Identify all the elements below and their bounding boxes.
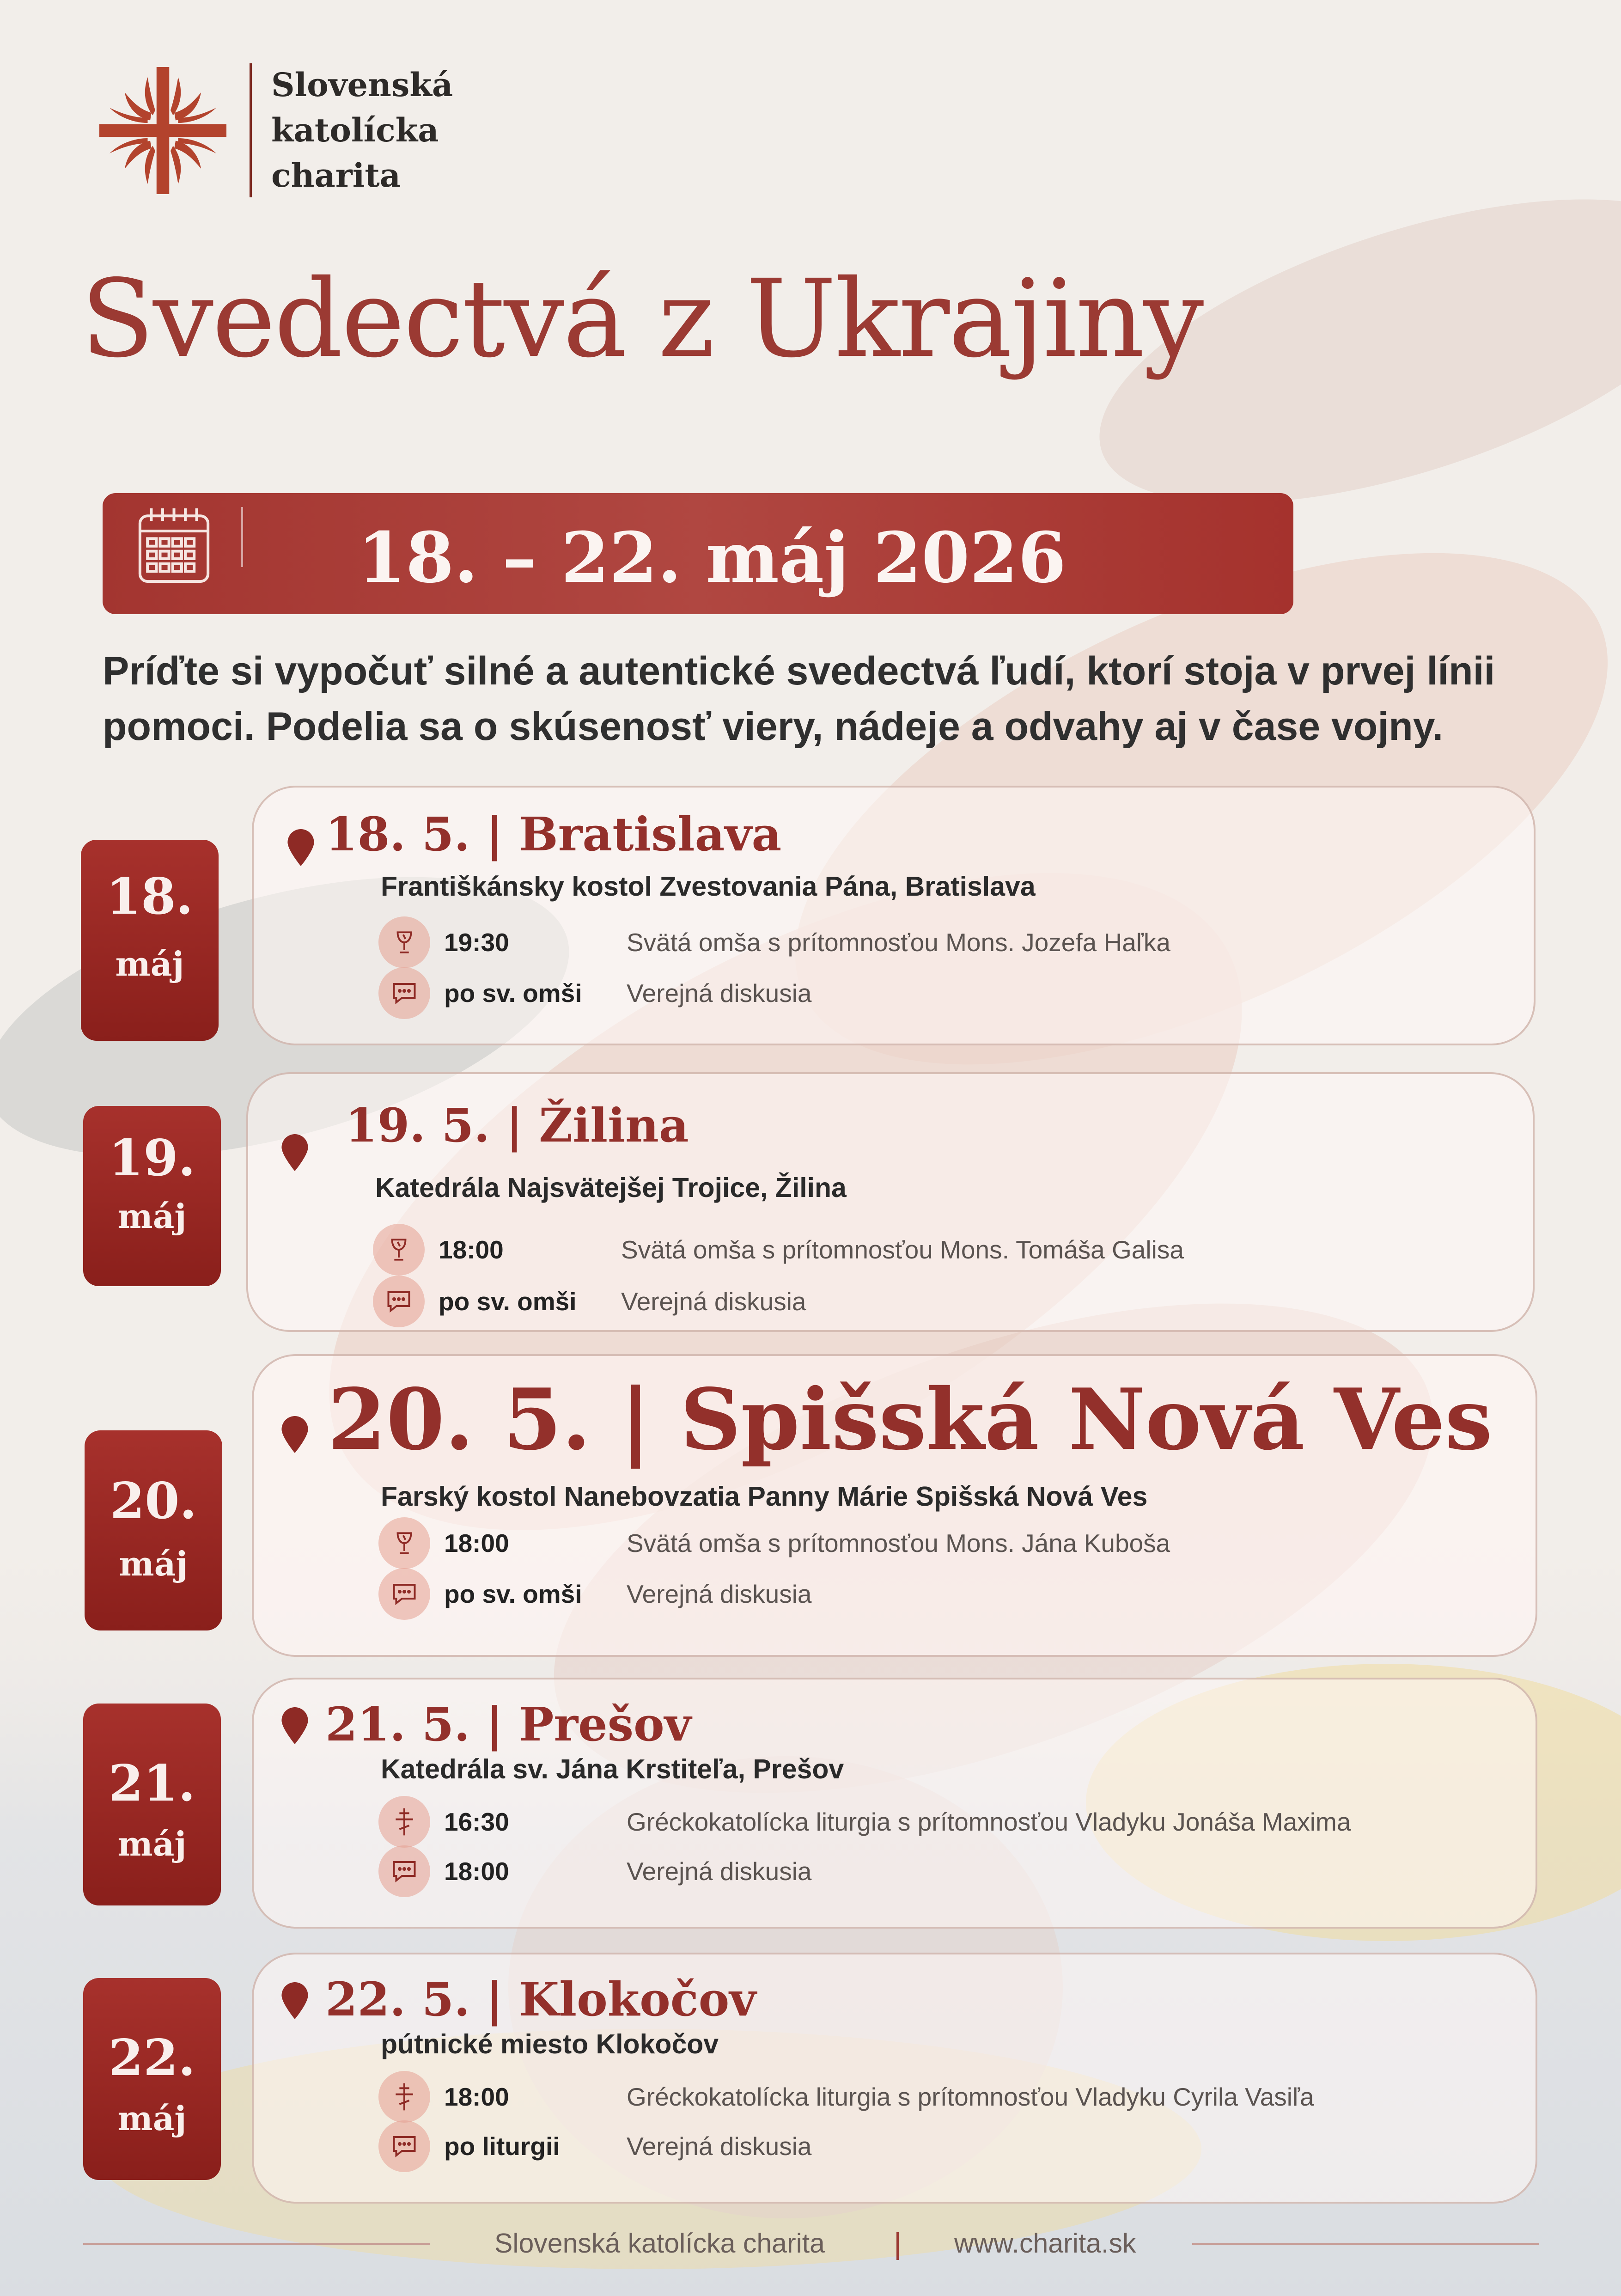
schedule-description: Verejná diskusia	[627, 1857, 812, 1886]
day-badge	[83, 1106, 221, 1286]
event-title: 22. 5. | Klokočov	[325, 1972, 756, 2027]
schedule-row	[378, 917, 1170, 968]
date-range: 18. – 22. máj 2026	[357, 517, 1066, 598]
venue-name: Farský kostol Nanebovzatia Panny Márie Spišská Nová Ves	[381, 1481, 1148, 1512]
page-title: Svedectvá z Ukrajiny	[81, 256, 1203, 381]
footer-separator	[896, 2232, 899, 2260]
schedule-time: po liturgii	[444, 2132, 560, 2161]
caritas-cross-icon	[99, 67, 226, 194]
location-pin-icon	[281, 1982, 308, 2019]
intro-text: Príďte si vypočuť silné a autentické svedectvá ľudí, ktorí stoja v prvej línii pomoci. Podelia sa o skúsenosť viery, nádeje a odvahy aj v čase vojny.	[103, 649, 1495, 749]
footer-website-link[interactable]: www.charita.sk	[954, 2228, 1136, 2259]
event-card	[252, 786, 1536, 1045]
schedule-description: Svätá omša s prítomnosťou Mons. Tomáša Galisa	[621, 1235, 1184, 1264]
footer-rule-left	[83, 2243, 430, 2245]
schedule-row	[378, 2071, 1314, 2122]
chat-bubble-icon	[373, 1276, 425, 1327]
schedule-time: 18:00	[444, 1857, 509, 1886]
day-badge	[83, 1704, 221, 1905]
location-pin-icon	[281, 1416, 308, 1453]
day-month: máj	[119, 1544, 188, 1583]
chat-bubble-icon	[378, 1568, 430, 1620]
schedule-description: Gréckokatolícka liturgia s prítomnosťou Vladyku Jonáša Maxima	[627, 1807, 1351, 1836]
organization-name-line: katolícka	[271, 111, 439, 149]
schedule-row	[373, 1276, 806, 1327]
orthodox-cross-icon	[378, 1796, 430, 1848]
schedule-description: Verejná diskusia	[627, 979, 812, 1008]
organization-logo	[99, 62, 453, 198]
logo-divider	[250, 63, 252, 197]
chat-bubble-icon	[378, 1845, 430, 1897]
day-month: máj	[117, 1824, 187, 1863]
footer	[0, 2218, 1621, 2269]
schedule-row	[373, 1224, 1184, 1275]
event-card	[252, 1953, 1537, 2204]
event-title: 21. 5. | Prešov	[325, 1697, 691, 1752]
footer-organization: Slovenská katolícka charita	[494, 2228, 825, 2259]
location-pin-icon	[281, 1707, 308, 1744]
day-month: máj	[117, 1197, 187, 1236]
location-pin-icon	[287, 829, 314, 866]
organization-name-line: charita	[271, 156, 401, 195]
footer-rule-right	[1192, 2243, 1539, 2245]
orthodox-cross-icon	[378, 2071, 430, 2123]
day-number: 20.	[110, 1472, 197, 1530]
schedule-time: 16:30	[444, 1807, 509, 1836]
day-month: máj	[115, 944, 184, 983]
organization-name	[271, 62, 453, 198]
schedule-time: 18:00	[444, 1529, 509, 1557]
schedule-time: 18:00	[439, 1235, 504, 1264]
venue-name: Katedrála sv. Jána Krstiteľa, Prešov	[381, 1754, 844, 1784]
event-card	[246, 1072, 1535, 1332]
schedule-row	[378, 1569, 812, 1619]
venue-name: Katedrála Najsvätejšej Trojice, Žilina	[375, 1172, 847, 1203]
schedule-time: po sv. omši	[444, 1580, 582, 1608]
chat-bubble-icon	[378, 2120, 430, 2172]
organization-name-line: Slovenská	[271, 66, 453, 104]
chalice-icon	[378, 1517, 430, 1569]
day-number: 18.	[106, 867, 193, 926]
event-title: 20. 5. | Spišská Nová Ves	[328, 1370, 1493, 1469]
schedule-time: 18:00	[444, 2082, 509, 2111]
venue-name: pútnické miesto Klokočov	[381, 2029, 719, 2059]
schedule-row	[378, 1518, 1170, 1569]
event-title: 19. 5. | Žilina	[345, 1098, 689, 1153]
venue-name: Františkánsky kostol Zvestovania Pána, Bratislava	[381, 871, 1036, 902]
schedule-description: Gréckokatolícka liturgia s prítomnosťou Vladyku Cyrila Vasiľa	[627, 2082, 1314, 2111]
chalice-icon	[373, 1224, 425, 1276]
chalice-icon	[378, 916, 430, 968]
day-number: 19.	[109, 1129, 195, 1187]
schedule-time: 19:30	[444, 928, 509, 957]
date-banner	[103, 493, 1293, 614]
event-card	[252, 1678, 1537, 1929]
schedule-time: po sv. omši	[444, 979, 582, 1008]
event-title: 18. 5. | Bratislava	[325, 807, 782, 861]
chat-bubble-icon	[378, 967, 430, 1019]
day-number: 21.	[109, 1754, 195, 1813]
day-badge	[85, 1430, 222, 1630]
schedule-description: Verejná diskusia	[627, 2132, 812, 2161]
location-pin-icon	[281, 1134, 308, 1171]
schedule-row	[378, 2121, 812, 2172]
schedule-description: Svätá omša s prítomnosťou Mons. Jozefa Haľka	[627, 928, 1170, 957]
day-badge	[81, 840, 219, 1041]
schedule-row	[378, 968, 812, 1019]
schedule-description: Verejná diskusia	[627, 1580, 812, 1608]
day-month: máj	[117, 2099, 187, 2138]
schedule-row	[378, 1846, 812, 1897]
schedule-description: Verejná diskusia	[621, 1287, 806, 1316]
day-badge	[83, 1978, 221, 2180]
day-number: 22.	[109, 2029, 195, 2087]
schedule-description: Svätá omša s prítomnosťou Mons. Jána Kuboša	[627, 1529, 1170, 1557]
schedule-time: po sv. omši	[439, 1287, 577, 1316]
schedule-row	[378, 1796, 1351, 1847]
event-card-featured	[252, 1354, 1537, 1657]
